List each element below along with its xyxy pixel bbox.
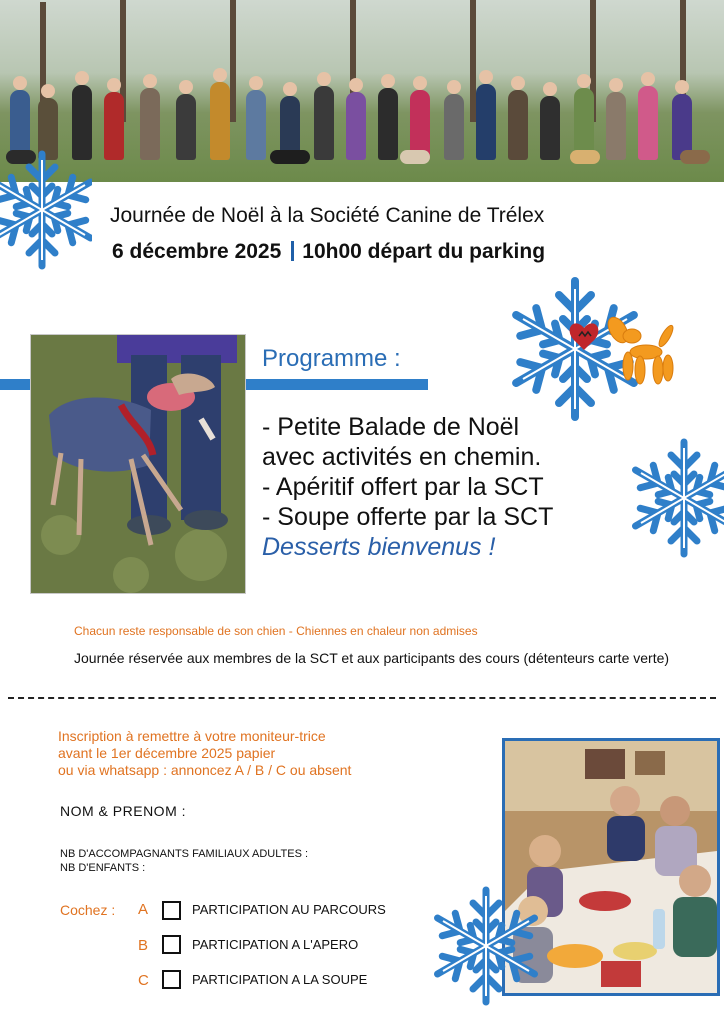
event-date: 6 décembre 2025: [112, 240, 282, 263]
name-field-label: NOM & PRENOM :: [60, 803, 187, 819]
checkbox-soupe[interactable]: [162, 970, 181, 989]
adults-count-label: NB D'ACCOMPAGNANTS FAMILIAUX ADULTES :: [60, 848, 309, 860]
programme-list: [262, 412, 553, 562]
inscription-line: ou via whatsapp : annoncez A / B / C ou absent: [58, 762, 352, 778]
inscription-line: Inscription à remettre à votre moniteur-trice: [58, 728, 326, 744]
balloon-dog-icon: [566, 308, 682, 396]
snowflake-icon: [628, 436, 724, 560]
checkbox-apero[interactable]: [162, 935, 181, 954]
event-date-line: [112, 240, 545, 264]
event-title: Journée de Noël à la Société Canine de Trélex: [110, 204, 545, 227]
inscription-line: avant le 1er décembre 2025 papier: [58, 745, 276, 761]
programme-item: avec activités en chemin.: [262, 443, 542, 471]
desserts-note: Desserts bienvenus !: [262, 533, 496, 561]
option-letter-b: B: [138, 937, 149, 954]
option-label-parcours: PARTICIPATION AU PARCOURS: [192, 902, 386, 917]
programme-rule-right: [244, 379, 428, 390]
group-photo: [0, 0, 724, 182]
snowflake-icon: [0, 148, 92, 272]
inscription-instructions: [58, 728, 351, 779]
programme-item: - Apéritif offert par la SCT: [262, 473, 544, 501]
checkbox-parcours[interactable]: [162, 901, 181, 920]
programme-item: - Soupe offerte par la SCT: [262, 503, 554, 531]
option-letter-c: C: [138, 972, 149, 989]
children-count-label: NB D'ENFANTS :: [60, 862, 146, 874]
option-letter-a: A: [138, 901, 149, 918]
members-note: Journée réservée aux membres de la SCT et aux participants des cours (détenteurs carte verte): [74, 650, 670, 666]
check-instruction: Cochez :: [60, 902, 116, 918]
option-label-soupe: PARTICIPATION A LA SOUPE: [192, 972, 368, 987]
event-time: 10h00 départ du parking: [302, 240, 546, 263]
option-label-apero: PARTICIPATION A L'APERO: [192, 937, 359, 952]
snowflake-icon: [428, 884, 546, 1008]
separator-bar: [291, 241, 294, 261]
programme-item: - Petite Balade de Noël: [262, 413, 520, 441]
programme-rule-left: [0, 379, 30, 390]
programme-title: Programme :: [262, 345, 401, 372]
responsibility-note: Chacun reste responsable de son chien - Chiennes en chaleur non admises: [74, 624, 478, 638]
cut-line: [8, 697, 716, 699]
dog-photo: [30, 334, 246, 594]
